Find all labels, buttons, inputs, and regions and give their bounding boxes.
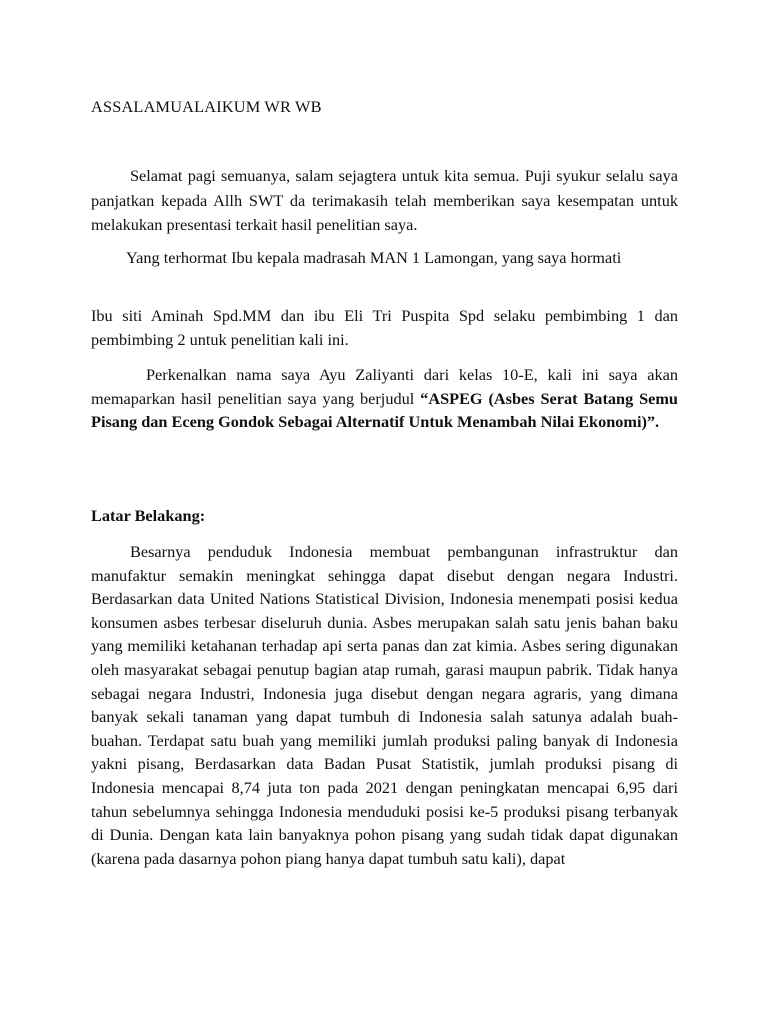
greeting-heading: ASSALAMUALAIKUM WR WB: [91, 97, 322, 116]
introduction-text: Perkenalkan nama saya Ayu Zaliyanti dari kelas 10-E, kali ini saya akan memaparkan hasil penelitian saya yang berjudul: [91, 365, 678, 408]
background-paragraph: Besarnya penduduk Indonesia membuat pembangunan infrastruktur dan manufaktur semakin meningkat sehingga dapat disebut dengan negara Industri. Berdasarkan data United Nations Statistical Division, Indonesia menempati posisi kedua konsumen asbes terbesar diseluruh dunia. Asbes merupakan salah satu jenis bahan baku yang memiliki ketahanan terhadap api serta panas dan zat kimia. Asbes sering digunakan oleh masyarakat sebagai penutup bagian atap rumah, garasi maupun pabrik. Tidak hanya sebagai negara Industri, Indonesia juga disebut dengan negara agraris, yang dimana banyak sekali tanaman yang dapat tumbuh di Indonesia salah satunya adalah buah-buahan. Terdapat satu buah yang memiliki jumlah produksi paling banyak di Indonesia yakni pisang, Berdasarkan data Badan Pusat Statistik, jumlah produksi pisang di Indonesia mencapai 8,74 juta ton pada 2021 dengan peningkatan mencapai 6,95 dari tahun sebelumnya sehingga Indonesia menduduki posisi ke-5 produksi pisang terbanyak di Dunia. Dengan kata lain banyaknya pohon pisang yang sudah tidak dapat digunakan (karena pada dasarnya pohon piang hanya dapat tumbuh satu kali), dapat: [91, 542, 678, 868]
respect-paragraph: Yang terhormat Ibu kepala madrasah MAN 1 Lamongan, yang saya hormati: [126, 248, 622, 267]
opening-paragraph: Selamat pagi semuanya, salam sejagtera untuk kita semua. Puji syukur selalu saya panjatkan kepada Allh SWT da terimakasih telah memberikan saya kesempatan untuk melakukan presentasi terkait hasil penelitian saya.: [91, 166, 678, 234]
introduction-paragraph: [91, 363, 678, 434]
section-heading: Latar Belakang:: [91, 506, 206, 525]
supervisor-paragraph: Ibu siti Aminah Spd.MM dan ibu Eli Tri Puspita Spd selaku pembimbing 1 dan pembimbing 2 untuk penelitian kali ini.: [91, 306, 678, 349]
research-title: “ASPEG (Asbes Serat Batang Semu Pisang dan Eceng Gondok Sebagai Alternatif Untuk Menambah Nilai Ekonomi)”.: [91, 388, 678, 432]
